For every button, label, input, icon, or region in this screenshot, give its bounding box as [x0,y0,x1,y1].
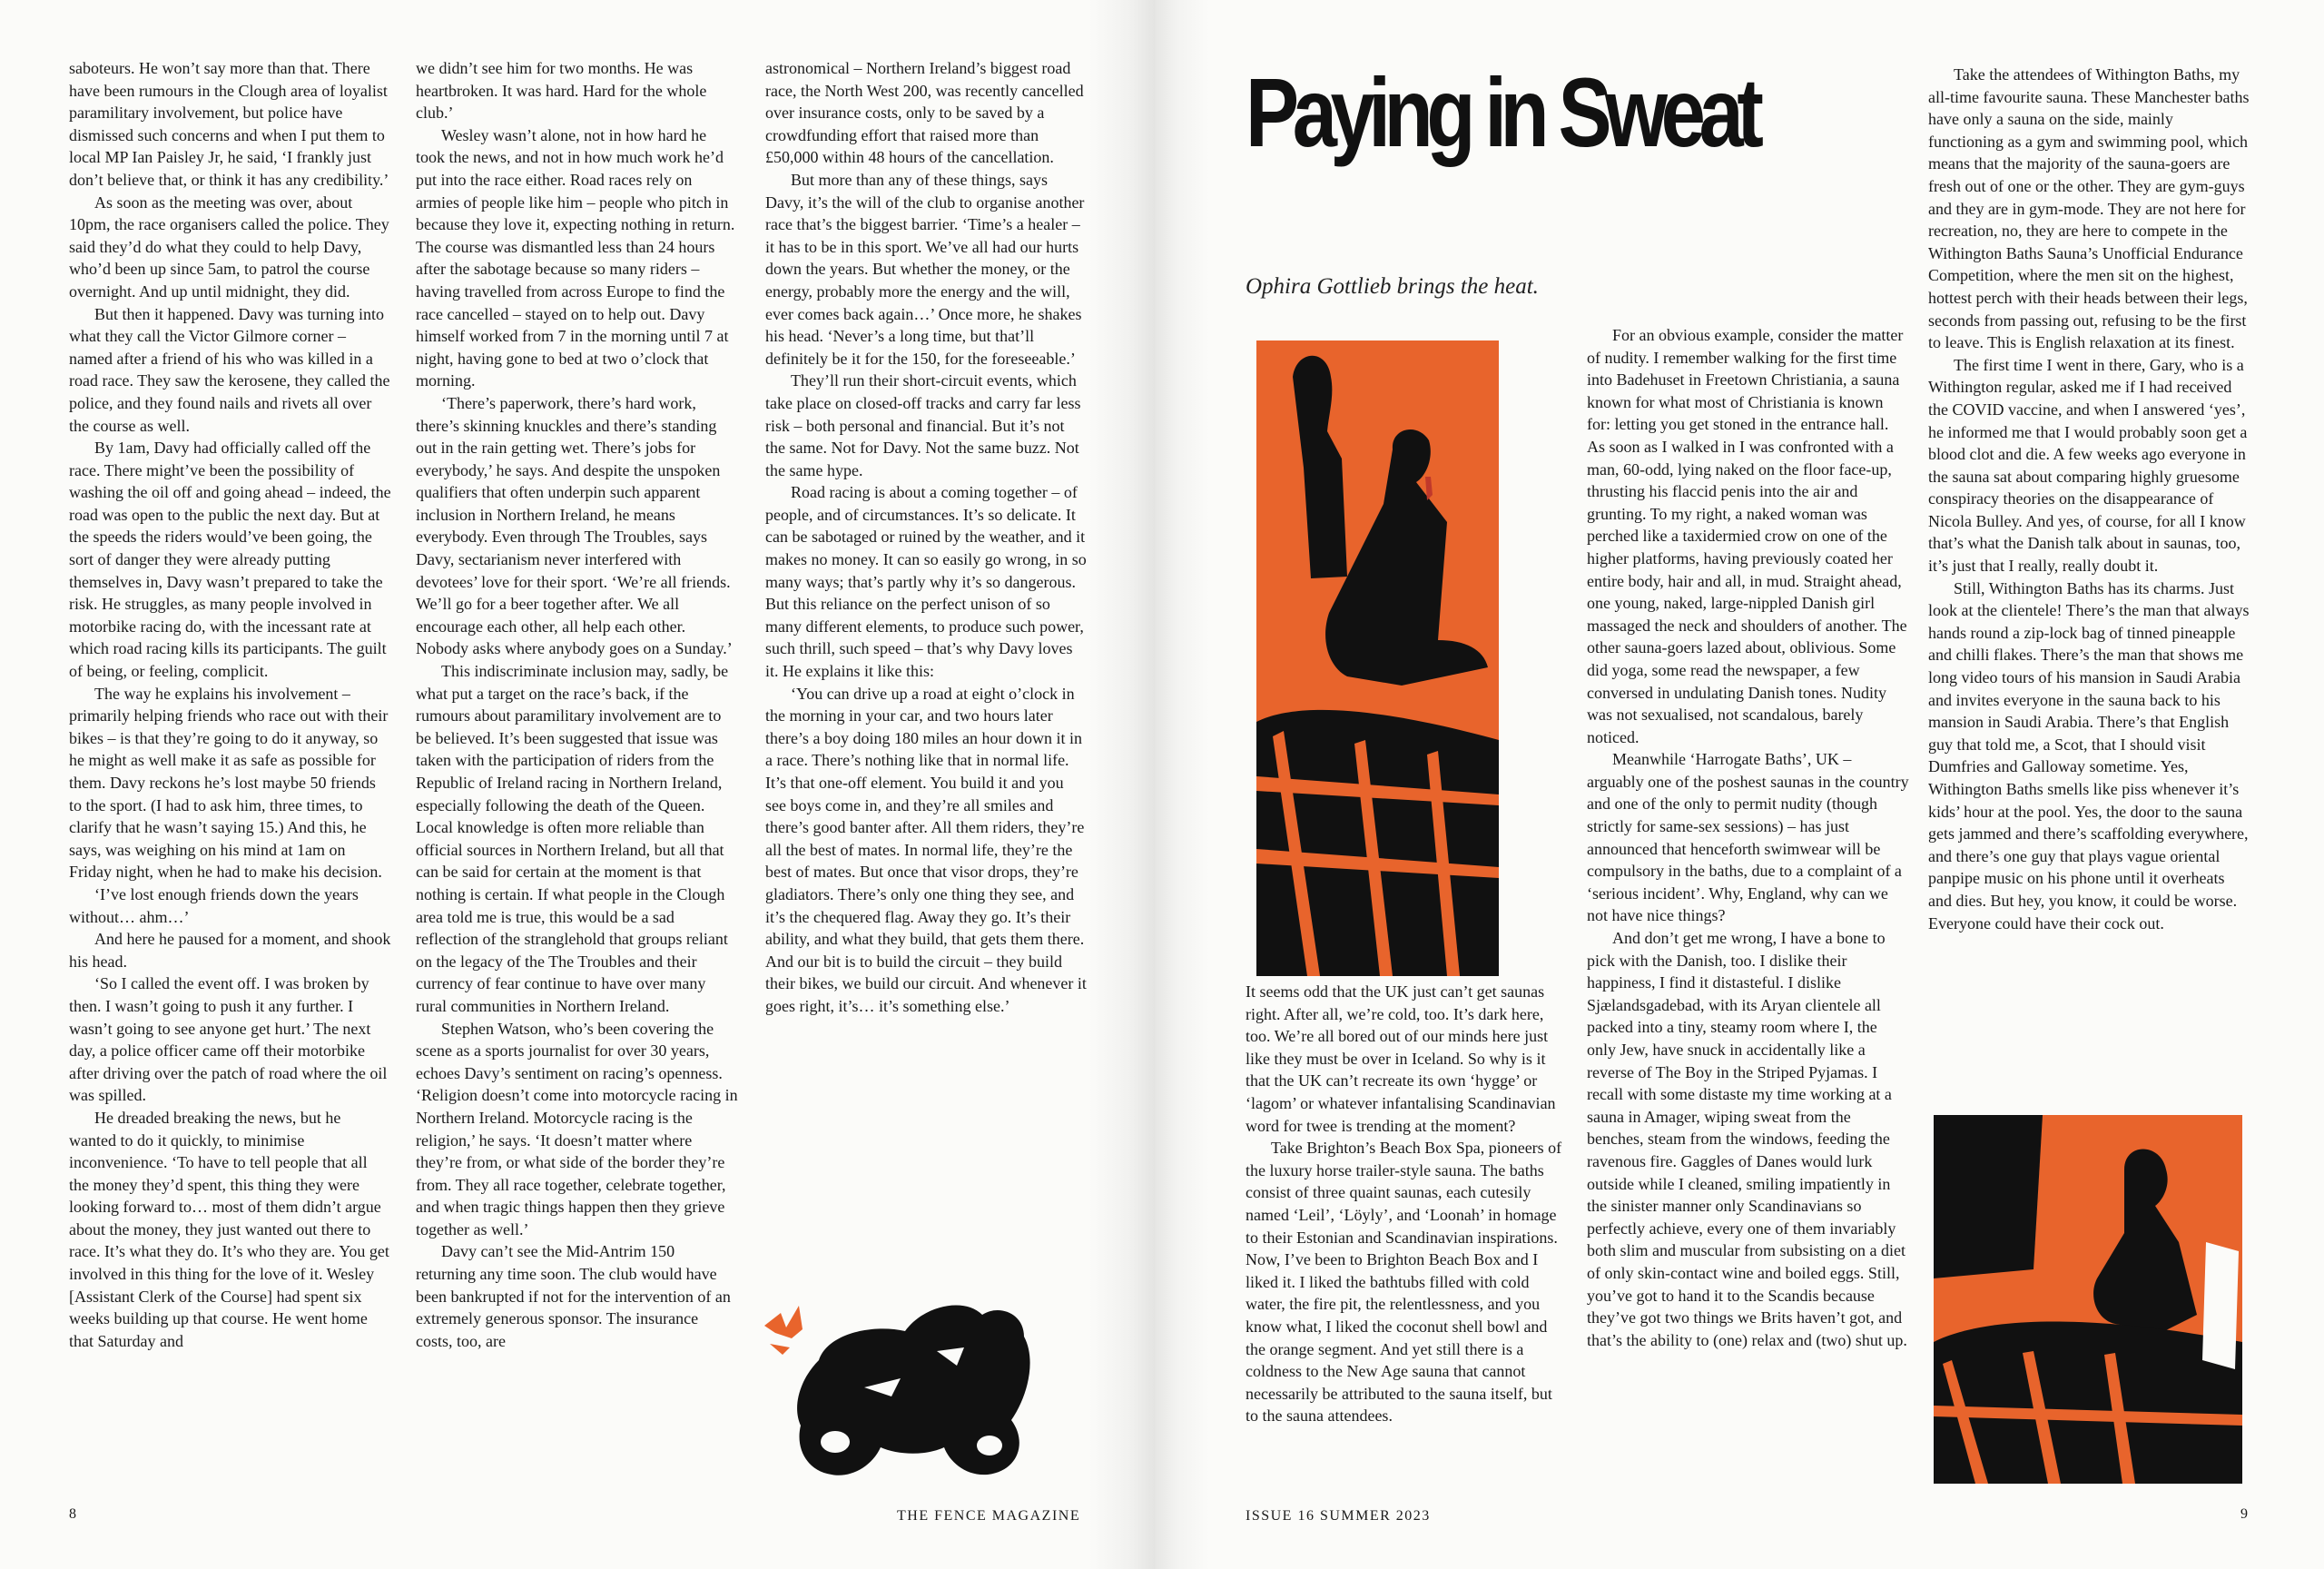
paragraph: As soon as the meeting was over, about 10pm, the race organisers called the police. They said they’d do what they could to help Davy, who’d been up since 5am, to patrol the course overnight. And up until midnight, they did. [69,192,389,301]
right-page [1155,0,2324,1569]
paragraph: For an obvious example, consider the matter of nudity. I remember walking for the first time into Badehuset in Freetown Christiania, a sauna known for what most of Christiania is known for: letting you get stoned in the entrance hall. As soon as I walked in I was confronted with a man, 60-odd, lying naked on the floor face-up, thrusting his flaccid penis into the air and grunting. To my right, a naked woman was perched like a taxidermied crow on one of the higher platforms, having previously coated her entire body, hair and all, in mud. Straight ahead, one young, naked, large-nippled Danish girl massaged the neck and shoulders of another. The other sauna-goers lazed about, oblivious. Some did yoga, some read the newspaper, a few conversed in undulating Danish tones. Nudity was not sexualised, not scandalous, barely noticed. [1587,326,1907,746]
paragraph: saboteurs. He won’t say more than that. There have been rumours in the Clough area of loyalist paramilitary involvement, but police have dismissed such concerns and when I put them to local MP Ian Paisley Jr, he said, ‘I frankly just don’t believe that, or think it has any credibility.’ [69,59,389,189]
page-number-right: 9 [2240,1506,2250,1522]
paragraph: Take Brighton’s Beach Box Spa, pioneers of the luxury horse trailer-style sauna. The baths consist of three quaint saunas, each cutesily named ‘Leil’, ‘Löyly’, and ‘Loonah’ in homage to their Estonian and Scandinavian inspirations. Now, I’ve been to Brighton Beach Box and I liked it. I liked the bathtubs filled with cold water, the fire pit, the relentlessness, and you know what, I liked the coconut shell bowl and the orange segment. And yet still there is a coldness to the New Age sauna that cannot necessarily be attributed to the sauna itself, but to the sauna attendees. [1246,1139,1562,1426]
right-column-2 [1587,324,1909,1351]
paragraph: ‘I’ve lost enough friends down the years without… ahm…’ [69,884,359,926]
right-column-1 [1246,981,1568,1427]
paragraph: astronomical – Northern Ireland’s biggest road race, the North West 200, was recently cancelled over insurance costs, only to be saved by a crowdfunding effort that raised more than £50,000 within 48 hours of the cancellation. [765,59,1084,167]
paragraph: The first time I went in there, Gary, who is a Withington regular, asked me if I had received the COVID vaccine, and when I answered ‘yes’, he informed me that I would probably soon get a blood clot and die. A few weeks ago everyone in the sauna sat about comparing highly gruesome conspiracy theories on the disappearance of Nicola Bulley. And yes, of course, for all I know that’s what the Danish talk about in saunas, too, it’s just that I really, really doubt it. [1928,355,2248,576]
paragraph: But more than any of these things, says Davy, it’s the will of the club to organise another race that’s the biggest barrier. ‘Time’s a healer – it has to be in this sport. We’ve all had our hurts down the years. But whether the money, or the energy, probably more the energy and the will, ever comes back again…’ Once more, he shakes his head. ‘Never’s a long time, but that’ll definitely be it for the 150, for the foreseeable.’ [765,170,1085,368]
paragraph: we didn’t see him for two months. He was heartbroken. It was hard. Hard for the whole club.’ [416,59,707,123]
sauna-figures-illustration [1256,340,1499,976]
article-headline: Paying in Sweat [1246,57,1758,167]
paragraph: Stephen Watson, who’s been covering the scene as a sports journalist for over 30 years, echoes Davy’s sentiment on racing’s openness. ‘Religion doesn’t come into motorcycle racing in Northern Ireland. Motorcycle racing is the religion,’ he says. ‘It doesn’t matter where they’re from, or what side of the border they’re from. They all race together, celebrate together, and when tragic things happen then they grieve together as well.’ [416,1019,738,1238]
paragraph: ‘So I called the event off. I was broken by then. I wasn’t going to push it any further. I wasn’t going to see anyone get hurt.’ The next day, a police officer came off their motorbike after driving over the patch of road where the oil was spilled. [69,974,388,1105]
paragraph: ‘You can drive up a road at eight o’clock in the morning in your car, and two hours later there’s a boy doing 180 miles an hour down it in a race. There’s nothing like that in normal life. It’s that one-off element. You build it and you see boys come in, and they’re all smiles and there’s good banter after. All them riders, they’re all the best of mates. In normal life, they’re the best of mates. But once that visor drops, they’re gladiators. There’s only one thing they see, and it’s the chequered flag. Away they go. It’s their ability, and what they build, that gets them there. And our bit is to build the circuit – they build their bikes, we build our circuit. And whenever it goes right, it’s… it’s something else.’ [765,684,1087,1015]
left-column-2 [416,57,738,1352]
paragraph: Take the attendees of Withington Baths, my all-time favourite sauna. These Manchester baths have only a sauna on the side, mainly functioning as a gym and swimming pool, which means that the majority of the sauna-goers are fresh out of one or the other. They are gym-guys and they are in gym-mode. They are not here for recreation, no, they are here to compete in the Withington Baths Sauna’s Unofficial Endurance Competition, where the men sit on the highest, hottest perch with their heads between their legs, seconds from passing out, refusing to be the first to leave. This is English relaxation at its finest. [1928,65,2250,352]
paragraph: The way he explains his involvement – primarily helping friends who race out with their bikes – is that they’re going to do it anyway, so he might as well make it as safe as possible for them. Davy reckons he’s lost maybe 50 friends to the sport. (I had to ask him, three times, to clarify that he wasn’t saying 15.) And this, he says, was weighing on his mind at 1am on Friday night, when he had to make his decision. [69,684,389,882]
motorcycle-illustration [755,1260,1055,1478]
sauna-woman-illustration [1934,1115,2242,1484]
paragraph: But then it happened. Davy was turning into what they call the Victor Gilmore corner – named after a friend of his who was killed in a road race. They saw the kerosene, they called the police, and they found nails and rivets all over the course as well. [69,304,390,435]
paragraph: He dreaded breaking the news, but he wanted to do it quickly, to minimise inconvenience. ‘To have to tell people that all the money they’d spent, this thing they were looking forward to… most of them didn’t argue about the money, they just wanted out there to race. It’s what they do. It’s who they are. You get involved in this thing for the love of it. Wesley [Assistant Clerk of the Course] had spent six weeks building up that course. He went home that Saturday and [69,1108,389,1350]
left-page [0,0,1155,1569]
standfirst: Ophira Gottlieb brings the heat. [1246,274,1539,299]
paragraph: Wesley wasn’t alone, not in how hard he took the news, and not in how much work he’d put into the race either. Road races rely on armies of people like him – people who pitch in because they love it, expecting nothing in return. The course was dismantled less than 24 hours after the sabotage because so many riders – having travelled from across Europe to find the race cancelled – stayed on to help out. Davy himself worked from 7 in the morning until 7 at night, having gone to bed at two o’clock that morning. [416,125,735,390]
right-column-3 [1928,64,2250,934]
paragraph: It seems odd that the UK just can’t get saunas right. After all, we’re cold, too. It’s dark here, too. We’re all bored out of our minds here just like they must be over in Iceland. So why is it that the UK can’t recreate its own ‘hygge’ or ‘lagom’ or whatever infantalising Scandinavian word for twee is trending at the moment? [1246,982,1556,1135]
paragraph: And here he paused for a moment, and shook his head. [69,930,391,971]
page-number-left: 8 [69,1506,78,1522]
left-column-1 [69,57,391,1352]
paragraph: Road racing is about a coming together – of people, and of circumstances. It’s so delicate. It can be sabotaged or ruined by the weather, and it makes no money. It can so easily go wrong, in so many ways; that’s partly why it’s so dangerous. But this reliance on the perfect unison of so many different elements, to produce such power, such thrill, such speed – that’s why Davy loves it. He explains it like this: [765,483,1087,681]
paragraph: And don’t get me wrong, I have a bone to pick with the Danish, too. I dislike their happiness, I find it distasteful. I dislike Sjælandsgadebad, with its Aryan clientele all packed into a tiny, steamy room where I, the only Jew, have snuck in accidentally like a reverse of The Boy in the Striped Pyjamas. I recall with some distaste my time working at a sauna in Amager, wiping sweat from the benches, steam from the windows, feeding the ravenous fire. Gaggles of Danes would lurk outside while I cleaned, smiling impatiently in the sinister manner only Scandinavians so perfectly achieve, every one of them invariably both slim and muscular from subsisting on a diet of only skin-contact wine and boiled eggs. Still, you’ve got to hand it to the Scandis because they’ve got two things we Brits haven’t got, and that’s the ability to (one) relax and (two) shut up. [1587,929,1907,1349]
left-column-3 [765,57,1088,1018]
paragraph: Still, Withington Baths has its charms. Just look at the clientele! There’s the man that always hands round a zip-lock bag of tinned pineapple and chilli flakes. There’s the man that shows me long video tours of his mansion in Saudi Arabia and invites everyone in the sauna back to his mansion in Saudi Arabia. There’s that English guy that told me, a Scot, that I should visit Dumfries and Galloway sometime. Yes, Withington Baths smells like piss whenever it’s kids’ hour at the pool. Yes, the door to the sauna gets jammed and there’s scaffolding everywhere, and there’s one guy that plays vague oriental panpipe music on his phone until it overheats and dies. But hey, you know, it could be worse. Everyone could have their cock out. [1928,578,2250,933]
paragraph: They’ll run their short-circuit events, which take place on closed-off tracks and carry far less risk – both personal and financial. But it’s not the same. Not for Davy. Not the same buzz. Not the same hype. [765,371,1081,479]
paragraph: Davy can’t see the Mid-Antrim 150 returning any time soon. The club would have been bankrupted if not for the intervention of an extremely generous sponsor. The insurance costs, too, are [416,1242,731,1350]
issue-info: ISSUE 16 SUMMER 2023 [1246,1508,1431,1524]
paragraph: By 1am, Davy had officially called off the race. There might’ve been the possibility of washing the oil off and going ahead – indeed, the road was open to the public the next day. But at the speeds the riders would’ve been going, the sort of danger they were already putting themselves in, Davy wasn’t prepared to take the risk. He struggles, as many people involved in motorbike racing do, with the incessant rate at which road racing kills its participants. The guilt of being, or feeling, complicit. [69,439,391,681]
magazine-name: THE FENCE MAGAZINE [897,1508,1081,1524]
paragraph: This indiscriminate inclusion may, sadly, be what put a target on the race’s back, if the rumours about paramilitary involvement are to be believed. It’s been suggested that issue was taken with the participation of riders from the Republic of Ireland racing in Northern Ireland, especially following the death of the Queen. Local knowledge is often more reliable than official sources in Northern Ireland, but all that can be said for certain at the moment is that nothing is certain. If what people in the Clough area told me is true, this would be a sad reflection of the stranglehold that groups reliant on the legacy of the The Troubles and their currency of fear continue to have over many rural communities in Northern Ireland. [416,662,729,1015]
paragraph: Meanwhile ‘Harrogate Baths’, UK – arguably one of the poshest saunas in the country and one of the only to permit nudity (though strictly for same-sex sessions) – has just announced that henceforth swimwear will be compulsory in the baths, due to a complaint of a ‘serious incident’. Why, England, why can we not have nice things? [1587,750,1909,925]
paragraph: ‘There’s paperwork, there’s hard work, there’s skinning knuckles and there’s standing out in the rain getting wet. There’s jobs for everybody,’ he says. And despite the unspoken qualifiers that often underpin such apparent inclusion in Northern Ireland, he means everybody. Even through The Troubles, says Davy, sectarianism never interfered with devotees’ love for their sport. ‘We’re all friends. We’ll go for a beer together after. We all encourage each other, all help each other. Nobody asks where anybody goes on a Sunday.’ [416,393,733,658]
